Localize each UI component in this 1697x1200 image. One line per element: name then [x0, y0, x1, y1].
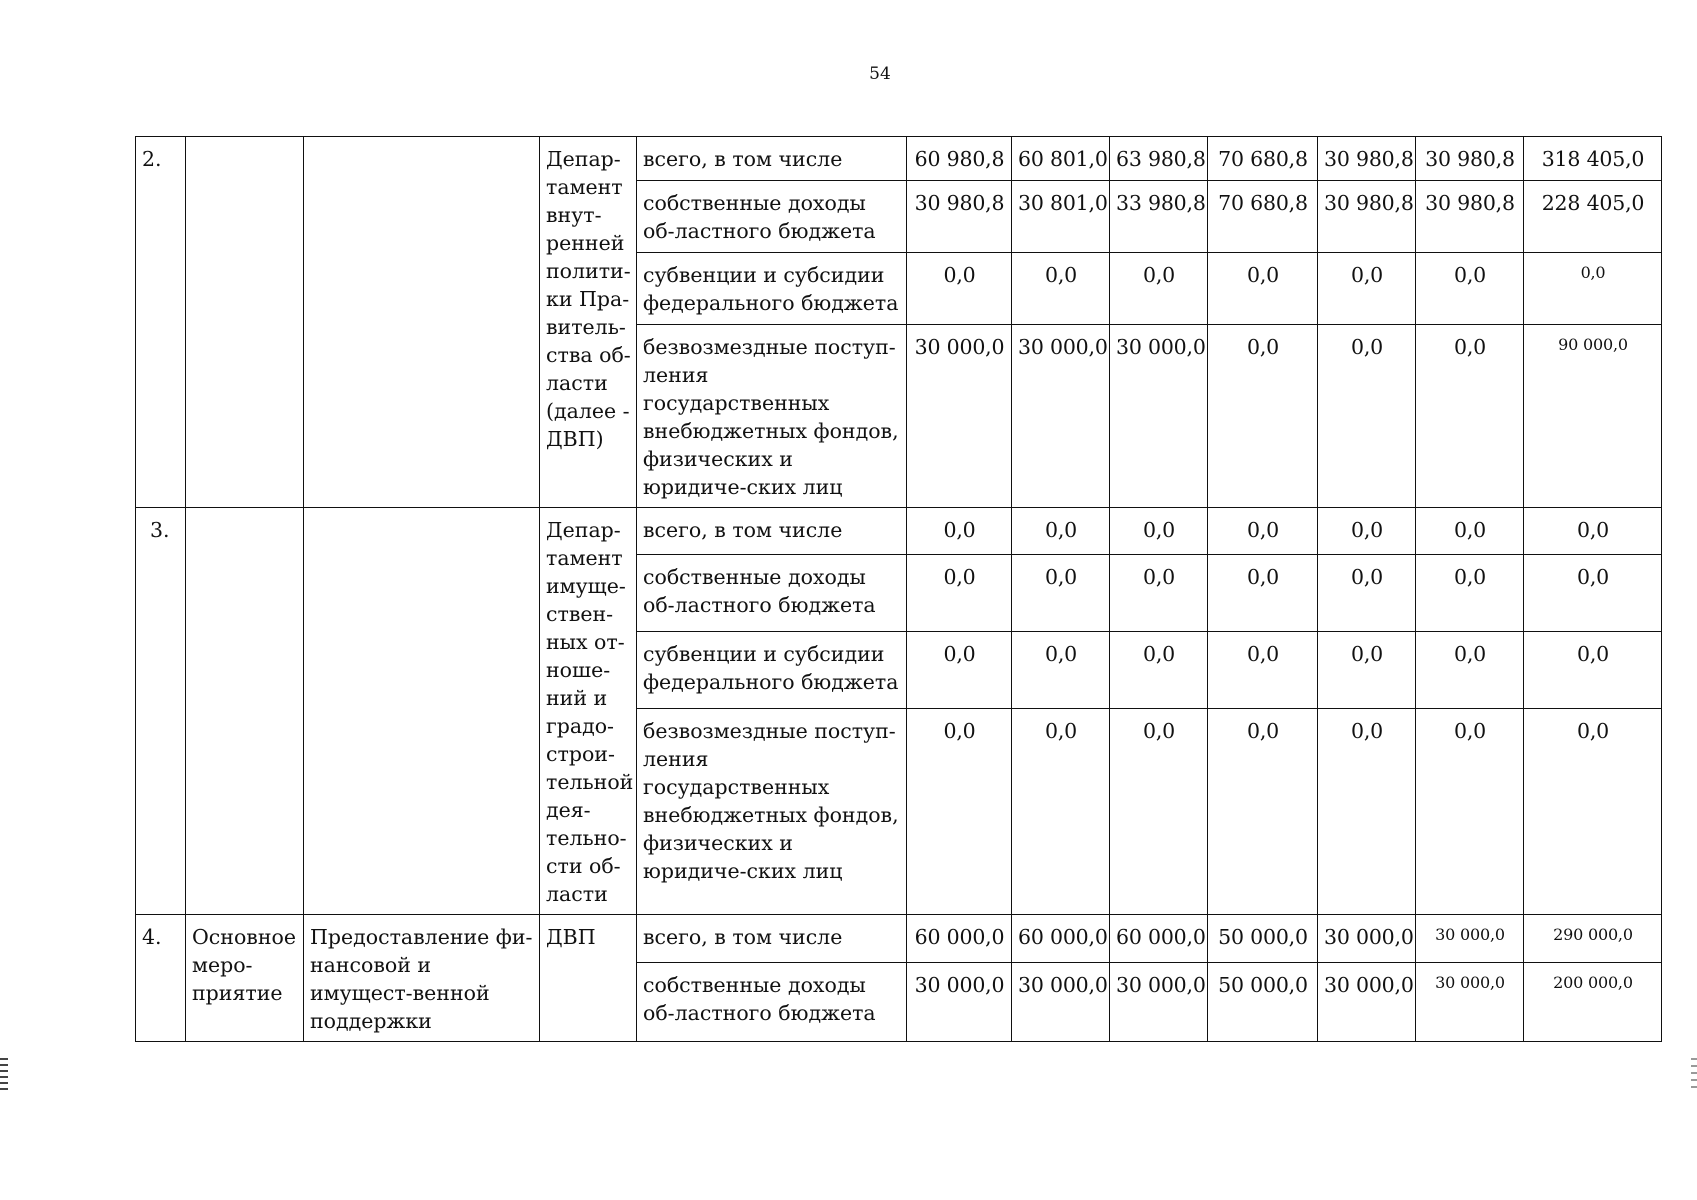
value-cell: 30 980,8 — [1416, 137, 1524, 181]
value-cell: 0,0 — [1208, 555, 1318, 632]
value-cell: 0,0 — [1110, 709, 1208, 915]
value-cell: 0,0 — [1318, 555, 1416, 632]
executor-cell: Депар-тамент имуще-ствен-ных от-ноше-ний и градо-строи-тельной дея-тельно-сти об-ласти — [540, 508, 637, 915]
funding-source-cell: всего, в том числе — [637, 508, 907, 555]
event-name-cell — [304, 137, 540, 508]
value-cell: 0,0 — [1524, 508, 1662, 555]
value-cell: 0,0 — [1318, 709, 1416, 915]
value-cell: 30 801,0 — [1012, 181, 1110, 253]
table-row — [136, 508, 1662, 555]
value-cell: 228 405,0 — [1524, 181, 1662, 253]
executor-cell: ДВП — [540, 915, 637, 1042]
funding-source-cell: субвенции и субсидии федерального бюджета — [637, 632, 907, 709]
value-cell: 30 000,0 — [1012, 325, 1110, 508]
funding-source-cell: всего, в том числе — [637, 137, 907, 181]
value-cell: 0,0 — [1416, 632, 1524, 709]
value-cell: 318 405,0 — [1524, 137, 1662, 181]
row-number-cell: 3. — [136, 508, 186, 915]
funding-source-cell: всего, в том числе — [637, 915, 907, 963]
value-cell: 50 000,0 — [1208, 915, 1318, 963]
table-row — [136, 915, 1662, 963]
value-cell: 70 680,8 — [1208, 181, 1318, 253]
value-cell: 0,0 — [1318, 325, 1416, 508]
scan-marks-left — [0, 1058, 8, 1094]
value-cell: 200 000,0 — [1524, 963, 1662, 1042]
value-cell: 30 000,0 — [1110, 963, 1208, 1042]
funding-source-cell: безвозмездные поступ-ления государственных внебюджетных фондов, физических и юридиче-ских лиц — [637, 325, 907, 508]
value-cell: 0,0 — [1110, 632, 1208, 709]
funding-source-cell: собственные доходы об-ластного бюджета — [637, 555, 907, 632]
value-cell: 0,0 — [1416, 253, 1524, 325]
value-cell: 0,0 — [1416, 709, 1524, 915]
value-cell: 0,0 — [1208, 325, 1318, 508]
value-cell: 0,0 — [1012, 555, 1110, 632]
value-cell: 0,0 — [1524, 709, 1662, 915]
value-cell: 0,0 — [1110, 253, 1208, 325]
value-cell: 0,0 — [1208, 253, 1318, 325]
value-cell: 30 000,0 — [907, 325, 1012, 508]
value-cell: 0,0 — [1524, 253, 1662, 325]
value-cell: 0,0 — [1110, 508, 1208, 555]
event-name-cell — [304, 508, 540, 915]
funding-source-cell: безвозмездные поступ-ления государственных внебюджетных фондов, физических и юридиче-ских лиц — [637, 709, 907, 915]
value-cell: 290 000,0 — [1524, 915, 1662, 963]
value-cell: 30 000,0 — [1416, 963, 1524, 1042]
event-name-cell: Предоставление фи-нансовой и имущест-венной поддержки — [304, 915, 540, 1042]
value-cell: 0,0 — [907, 508, 1012, 555]
value-cell: 30 980,8 — [1318, 181, 1416, 253]
value-cell: 60 801,0 — [1012, 137, 1110, 181]
value-cell: 0,0 — [1012, 709, 1110, 915]
value-cell: 0,0 — [907, 253, 1012, 325]
value-cell: 0,0 — [1208, 709, 1318, 915]
value-cell: 60 000,0 — [907, 915, 1012, 963]
value-cell: 0,0 — [1208, 632, 1318, 709]
value-cell: 30 000,0 — [1110, 325, 1208, 508]
value-cell: 30 980,8 — [1318, 137, 1416, 181]
funding-source-cell: собственные доходы об-ластного бюджета — [637, 963, 907, 1042]
value-cell: 0,0 — [907, 709, 1012, 915]
value-cell: 0,0 — [907, 555, 1012, 632]
value-cell: 0,0 — [907, 632, 1012, 709]
funding-source-cell: собственные доходы об-ластного бюджета — [637, 181, 907, 253]
value-cell: 0,0 — [1524, 555, 1662, 632]
value-cell: 0,0 — [1416, 325, 1524, 508]
funding-source-cell: субвенции и субсидии федерального бюджета — [637, 253, 907, 325]
value-cell: 0,0 — [1208, 508, 1318, 555]
value-cell: 30 980,8 — [1416, 181, 1524, 253]
value-cell: 0,0 — [1318, 253, 1416, 325]
value-cell: 30 000,0 — [907, 963, 1012, 1042]
scan-marks-right — [1691, 1058, 1697, 1093]
value-cell: 50 000,0 — [1208, 963, 1318, 1042]
value-cell: 70 680,8 — [1208, 137, 1318, 181]
value-cell: 60 980,8 — [907, 137, 1012, 181]
page-number: 54 — [869, 64, 891, 84]
row-number-cell: 4. — [136, 915, 186, 1042]
value-cell: 0,0 — [1318, 508, 1416, 555]
value-cell: 0,0 — [1416, 555, 1524, 632]
value-cell: 0,0 — [1110, 555, 1208, 632]
value-cell: 33 980,8 — [1110, 181, 1208, 253]
value-cell: 30 000,0 — [1318, 963, 1416, 1042]
value-cell: 30 980,8 — [907, 181, 1012, 253]
value-cell: 60 000,0 — [1012, 915, 1110, 963]
value-cell: 60 000,0 — [1110, 915, 1208, 963]
value-cell: 30 000,0 — [1012, 963, 1110, 1042]
event-type-cell — [186, 137, 304, 508]
executor-cell: Депар-тамент внут-ренней полити-ки Пра-витель-ства об-ласти (далее - ДВП) — [540, 137, 637, 508]
event-type-cell: Основное меро-приятие — [186, 915, 304, 1042]
event-type-cell — [186, 508, 304, 915]
value-cell: 0,0 — [1012, 253, 1110, 325]
value-cell: 90 000,0 — [1524, 325, 1662, 508]
value-cell: 30 000,0 — [1318, 915, 1416, 963]
value-cell: 0,0 — [1012, 632, 1110, 709]
row-number-cell: 2. — [136, 137, 186, 508]
value-cell: 63 980,8 — [1110, 137, 1208, 181]
budget-table — [135, 136, 1662, 1042]
value-cell: 0,0 — [1318, 632, 1416, 709]
value-cell: 0,0 — [1012, 508, 1110, 555]
value-cell: 30 000,0 — [1416, 915, 1524, 963]
value-cell: 0,0 — [1416, 508, 1524, 555]
table-row — [136, 137, 1662, 181]
value-cell: 0,0 — [1524, 632, 1662, 709]
